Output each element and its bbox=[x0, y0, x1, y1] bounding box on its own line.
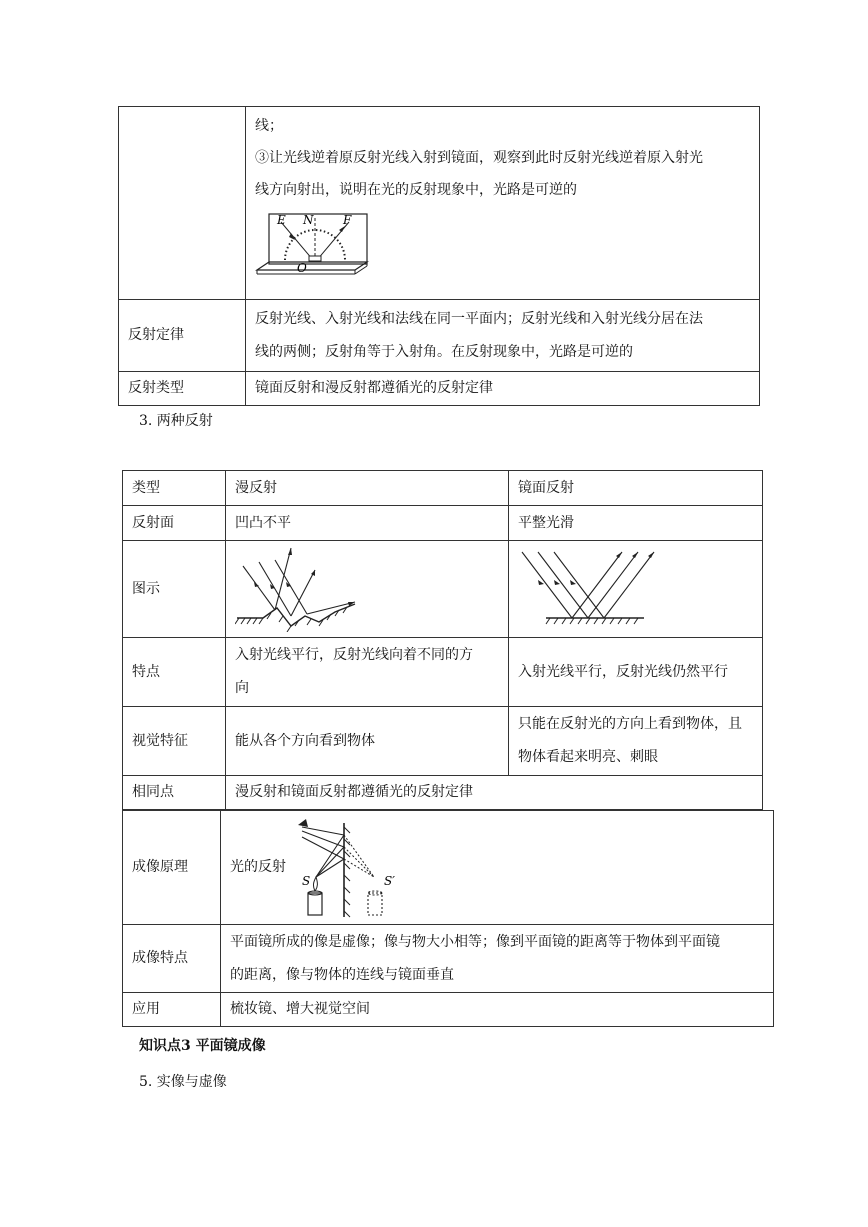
law-line-1: 反射光线、入射光线和法线在同一平面内；反射光线和入射光线分居在法 bbox=[255, 310, 703, 327]
feature-diffuse-line-2: 向 bbox=[235, 680, 249, 696]
two-reflections-table bbox=[122, 470, 763, 810]
plane-mirror-figure bbox=[296, 813, 406, 923]
experiment-cell bbox=[246, 107, 760, 300]
label-o: O bbox=[297, 261, 307, 275]
specular-figure-cell bbox=[509, 541, 763, 638]
label-n: N bbox=[303, 213, 314, 227]
feature-label: 特点 bbox=[123, 638, 226, 707]
section-5-heading: 5. 实像与虚像 bbox=[139, 1074, 227, 1090]
diffuse-reflection-figure bbox=[235, 546, 375, 632]
imaging-features-content bbox=[221, 925, 774, 993]
type-content: 镜面反射和漫反射都遵循光的反射定律 bbox=[246, 372, 760, 406]
diffuse-figure-cell bbox=[226, 541, 509, 638]
label-f: F bbox=[343, 213, 352, 227]
law-label: 反射定律 bbox=[119, 300, 246, 372]
reflection-law-table bbox=[118, 106, 760, 406]
header-diffuse: 漫反射 bbox=[226, 471, 509, 506]
experiment-line-2: ③让光线逆着原反射光线入射到镜面，观察到此时反射光线逆着原入射光 bbox=[255, 150, 703, 166]
visual-specular-line-2: 物体看起来明亮、刺眼 bbox=[518, 749, 658, 765]
header-specular: 镜面反射 bbox=[509, 471, 763, 506]
empty-label-cell bbox=[119, 107, 246, 300]
visual-diffuse: 能从各个方向看到物体 bbox=[226, 707, 509, 776]
surface-label: 反射面 bbox=[123, 506, 226, 541]
principle-label: 成像原理 bbox=[123, 811, 221, 925]
specular-reflection-figure bbox=[518, 546, 668, 632]
principle-value: 光的反射 bbox=[230, 859, 286, 875]
label-e: E bbox=[277, 213, 286, 227]
label-s-prime: S′ bbox=[384, 873, 395, 888]
visual-label: 视觉特征 bbox=[123, 707, 226, 776]
surface-diffuse: 凹凸不平 bbox=[226, 506, 509, 541]
experiment-line-1: 线； bbox=[255, 118, 283, 134]
knowledge-point-heading: 知识点3 平面镜成像 bbox=[139, 1038, 266, 1054]
imaging-features-line-1: 平面镜所成的像是虚像；像与物大小相等；像到平面镜的距离等于物体到平面镜 bbox=[230, 933, 720, 950]
surface-specular: 平整光滑 bbox=[509, 506, 763, 541]
principle-cell bbox=[221, 811, 774, 925]
feature-diffuse bbox=[226, 638, 509, 707]
section-3-heading: 3. 两种反射 bbox=[139, 413, 213, 429]
type-label: 反射类型 bbox=[119, 372, 246, 406]
visual-specular bbox=[509, 707, 763, 776]
visual-specular-line-1: 只能在反射光的方向上看到物体，且 bbox=[518, 716, 742, 732]
common-content: 漫反射和镜面反射都遵循光的反射定律 bbox=[226, 776, 763, 810]
imaging-features-line-2: 的距离，像与物体的连线与镜面垂直 bbox=[230, 966, 454, 983]
feature-specular: 入射光线平行，反射光线仍然平行 bbox=[509, 638, 763, 707]
law-content bbox=[246, 300, 760, 372]
experiment-line-3: 线方向射出，说明在光的反射现象中，光路是可逆的 bbox=[255, 182, 577, 198]
figure-label: 图示 bbox=[123, 541, 226, 638]
law-line-2: 线的两侧；反射角等于入射角。在反射现象中，光路是可逆的 bbox=[255, 343, 633, 360]
common-label: 相同点 bbox=[123, 776, 226, 810]
label-s: S bbox=[302, 873, 311, 888]
application-label: 应用 bbox=[123, 993, 221, 1027]
reflection-board-figure bbox=[255, 210, 375, 278]
imaging-features-label: 成像特点 bbox=[123, 925, 221, 993]
application-content: 梳妆镜、增大视觉空间 bbox=[221, 993, 774, 1027]
header-type: 类型 bbox=[123, 471, 226, 506]
plane-mirror-table bbox=[122, 810, 774, 1027]
feature-diffuse-line-1: 入射光线平行，反射光线向着不同的方 bbox=[235, 647, 473, 663]
